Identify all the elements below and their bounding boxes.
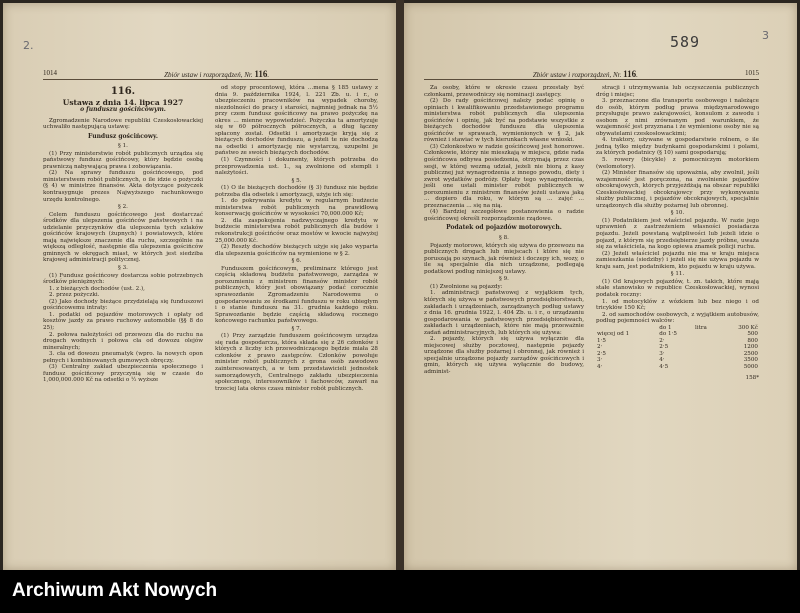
table-cell: 2·5 bbox=[659, 344, 669, 351]
section-mark: § 11. bbox=[670, 271, 685, 278]
left-column-2 bbox=[215, 85, 378, 392]
paragraph: (1) Zwolnione są pojazdy: bbox=[430, 283, 503, 290]
paragraph: Pojazdy motorowe, których się używa do przewozu na publicznych drogach lub miejscach i które się nie poruszają po szynach, jak również i doczepy ich, wozy, o ile są specjalnie dla nich urządzone, podlegają podatkowi podług niniejszej ustawy. bbox=[424, 242, 584, 275]
table-cell: 300 Kč bbox=[738, 324, 758, 331]
right-column-2 bbox=[596, 85, 759, 382]
paragraph: (2) Minister finansów się upoważnia, aby zwolnił, jeśli wzajemność jest poręczona, na zwolnienie pojazdów obcokrajowych, których przyjeżdżają na obszar republiki Czeskosłowackiej obcokrajowcy przy wykonywaniu służby publicznej, i pojazdów obcokrajowych, specjalnie urządzonych dla służby pożarnej lub obronnej. bbox=[596, 170, 759, 209]
paragraph: (1) Przy ministerstwie robót publicznych urządza się państwowy fundusz gościńcowy, który będzie osobą prawniczą nabywającą prawa i zobowiązania. bbox=[43, 150, 203, 170]
law-number: 116. bbox=[110, 86, 136, 97]
signature-mark: 158* bbox=[745, 375, 759, 382]
paragraph: Za osoby, które w okresie czasu przestały być członkami, przewodniczy się nominacji zastępcy. bbox=[424, 85, 584, 98]
paragraph: 1. podatki od pojazdów motorowych i opłaty od kosztów jazdy za prawo ruchowy automobile (§§ 8 do 25); bbox=[43, 311, 203, 331]
section-mark: § 8. bbox=[499, 235, 509, 242]
paragraph: 2. pojazdy, których się używa wyłącznie dla miejscowej służby pocztowej, następnie pojazdy urządzone dla służby pożarnej i obronnej, jak również i specjalnie urządzone pojazdy zarządów gościńcowych i gmin, których się używa wyłącznie do budowy, administ- bbox=[424, 336, 584, 375]
table-cell: 2· bbox=[597, 344, 603, 351]
section-heading: Fundusz gościńcowy. bbox=[88, 132, 158, 140]
table-cell: 3· bbox=[659, 350, 665, 357]
paragraph: (1) Podatnikiem jest właściciel pojazdu. W razie jego uprawnień z zastrzeżeniem własności posiadacza pojazdu. Jeżeli powstaną wątpliwości lub jeżeli idzie o pojazd, z którym się przedsiębierze jazdy próbne, uważa się za właściciela, na kogo opiewa znamek policji ruchu. bbox=[596, 217, 759, 251]
section-mark: § 3. bbox=[118, 265, 128, 272]
table-cell: litra bbox=[695, 324, 707, 331]
paragraph: (1) Czynności i dokumenty, których potrzeba do przeprowadzenia ust. 1., są zwolnione od stempli i należytości. bbox=[215, 157, 378, 177]
paragraph: 1. z bieżących dochodów (ust. 2.), bbox=[49, 285, 145, 292]
paragraph: (1) Fundusz gościńcowy dostarcza sobie potrzebnych środków pieniężnych: bbox=[43, 272, 203, 286]
paragraph: 2. dla zaspokojenia nadzwyczajnego kredytu w budżecie ministerstwa robót publicznych dla budów i rekonstrukcji gościńców oraz mostów w kwocie najwyżej 25,000.000 Kč. bbox=[215, 217, 378, 244]
paragraph: (2) Jako dochody bieżące przydzielają się funduszowi gościńcowemu intraty: bbox=[43, 298, 203, 312]
paragraph: Celem funduszu gościńcowego jest dostarczać środków dla ulepszenia gościńców państwowych i na udzielanie przyczynków dla ulepszenia tych szlaków gościńców krajowych (żupnych) i powiatowych, które mają największe znaczenie dla ruchu, szczególnie na większą odległość, następnie dla ulepszenia gościńców gminnych w okręgach miast, w których jest siedziba krajowej administracji politycznej. bbox=[43, 211, 203, 264]
paragraph: (1) Od krajowych pojazdów, t. zn. takich, które mają stałe stanowisko w republice Czeskosłowackiej, wynosi podatek roczny: bbox=[596, 278, 759, 298]
pencil-mark: 3 bbox=[762, 29, 769, 42]
header-rule bbox=[43, 79, 378, 80]
paragraph: (2) Do rady gościńcowej należy podać opinię o opiniach i kwalifikowaniu przedstawionego programu ministerstwa robót publicznych dla ulepszenia gościńców i opinię, jak być na podstawie wszystkie z bieżących dochodów funduszu dla ulepszenia gościńców w sprawach, wymienionych w § 2, jak również i stawiać w tych kierunkach własne wnioski. bbox=[424, 98, 584, 144]
running-header bbox=[43, 69, 378, 79]
table-cell: do 1 bbox=[659, 324, 672, 331]
law-title: Ustawa z dnia 14. lipca 1927 bbox=[62, 98, 184, 107]
paragraph: (2) Jeżeli właściciel pojazdu nie ma w kraju miejsca zamieszkania (siedziby) i jeżeli się nie używa pojazdu w kraju sam, jest podatnikiem, kto pojazdu w kraju używa. bbox=[596, 250, 759, 270]
paragraph: od stopy procentowej, która ...mena § 185 ustawy z dnia 9. października 1924, l. 221 Zb. u. i r., o ubezpieczeniu pracowników na wypadek choroby, niezdolności do pracy i starości, najmniej jednak na 5½ przy czem fundusz gościńcowy na prawo pożyczkę na okres ... mienne wypowiedzieć. Pożyczka ta amortyzuje się w 60 półrocznych półrocznych, a dług łączny spłacony został. Odsetki i amortyzacje kryją się z bieżących dochodów funduszu, a jeżeli te nie dochodzą na odsetki i amortyzację nie wystarczą, uzupełni je państwo ze swoich bieżących dochodów. bbox=[215, 85, 378, 157]
table-cell: 500 bbox=[747, 331, 758, 338]
paragraph: 1. administracji państwowej z wyjątkiem tych, których się używa w państwowych przedsiębiorstwach, zakładach i urządzeniach, zarządzanych podług ustawy z dnia 16. grudnia 1922, l. 404 Zb. u. i r., o urządzaniu gospodarowania w państwowych przedsiębiorstwach, zakładach i urządzeniach, które nie mają przeważnie zadań administracyjnych, lub których się używa: bbox=[424, 290, 584, 336]
book-gutter bbox=[396, 0, 404, 572]
paragraph: (2) Na sprawy funduszu gościńcowego, pod ministerstwem robót publicznych, o ile idzie o pożyczki (§ 4) w ministrze finansów. Akta dotyczące pożyczek kontrasygnuje prezes Najwyższego rachunkowego urzędu kontrolnego. bbox=[43, 170, 203, 203]
paragraph: (2) Reszty dochodów bieżących użyje się jako wyparta dla ulepszenia gościńców na wymienione w § 2. bbox=[215, 244, 378, 257]
section-mark: § 1. bbox=[118, 143, 128, 150]
table-row bbox=[596, 364, 759, 371]
table-cell: 800 bbox=[747, 337, 758, 344]
table-cell: 2500 bbox=[743, 350, 758, 357]
table-cell: 2· bbox=[659, 337, 665, 344]
table-cell: 4· bbox=[659, 357, 665, 364]
archive-stamp-number: 589 bbox=[670, 33, 701, 51]
section-mark: § 5. bbox=[291, 177, 302, 184]
paragraph: 1. do pokrywania kredytu w regularnym budżecie ministerstwa robót publicznych na prawidłową konserwację gościńców w wysokości 70,000.000 Kč; bbox=[215, 198, 378, 218]
journal-title: Zbiór ustaw i rozporządzeń, Nr. 116. bbox=[164, 69, 270, 79]
paragraph: Funduszem gościńcowym, preliminarz którego jest częścią składową budżetu państwowego, zarządza w porozumieniu z ministrem finansów minister robót publicznych, który jest obowiązany podać corocznie sprawozdanie Zgromadzeniu Narodowemu o gospodarowaniu ze środkami funduszu w roku ubiegłym i o stanie funduszu na 31. grudnia każdego roku. Sprawozdanie będzie częścią składową rocznego końcowego rachunku państwowego. bbox=[215, 265, 378, 325]
pencil-mark: 2. bbox=[23, 39, 34, 52]
paragraph: 5. rowery (bicykle) z pomocniczym motorkiem (welomotory). bbox=[596, 157, 759, 170]
paragraph: 3. cła od dowozu pneumatyk (wpro. ła nowych opon pełnych i kombinowanych gumowych obręczy. bbox=[43, 351, 203, 364]
tax-table bbox=[596, 325, 759, 371]
table-cell: więcej od 1 bbox=[597, 331, 630, 338]
paragraph: 3. przeznaczone dla transportu osobowego i należące do osób, którym podług prawa międzynarodowego przysługuje prawo zakrajowości, konsulom z zawodu i osobom z nimi zrównanym pod warunkiem, że wzajemność jest przyznana i że wymienione osoby nie są obywatelami czeskosłowackimi; bbox=[596, 98, 759, 137]
table-cell: 5000 bbox=[743, 363, 758, 370]
paragraph: (1) Przy zarządzie funduszem gościńcowym urządza się rada gospodarcza, która składa się z 26 członków i których z liczby ich przewodniczącego będzie miała 28 członków z prawo zastępców. Członków powołuje minister robót publicznych z grona osób zawodowo zainteresowanych, a w tem przedstawicieli jednostek samorządowych, Centralnego zakładu ubezpieczenia społecznego, interesowników i fachowców, zawarł na trzeciej lata okres czasu minister robót publicznych. bbox=[215, 333, 378, 392]
section-mark: § 6. bbox=[291, 258, 302, 265]
archive-footer bbox=[0, 570, 800, 613]
law-subtitle: o funduszu gościńcowym. bbox=[80, 106, 166, 113]
paragraph: (3) Centralny zakład ubezpieczenia społecznego i fundusz gościńcowy przyczynią się w czasie do 1,000,000.000 Kč na odsetki o ½ wyższe bbox=[43, 364, 203, 384]
running-header bbox=[424, 69, 759, 79]
page-number: 1014 bbox=[43, 69, 57, 77]
paragraph: Zgromadzenie Narodowe republiki Czeskosłowackiej uchwaliło następującą ustawę: bbox=[43, 117, 203, 131]
page-number: 1015 bbox=[744, 69, 759, 77]
journal-title: Zbiór ustaw i rozporządzeń, Nr. 116. bbox=[532, 69, 638, 79]
left-column-1 bbox=[43, 85, 203, 384]
paragraph: 2. od samochodów osobowych, z wyjątkiem autobusów, podług pojemności walców: bbox=[596, 311, 759, 325]
table-cell: 1200 bbox=[743, 344, 758, 351]
paragraph: stracji i utrzymywania lub oczyszczenia publicznych dróg i miejsc; bbox=[596, 85, 759, 98]
table-cell: 1·5 bbox=[597, 337, 606, 344]
table-cell: 2·5 bbox=[597, 350, 606, 357]
paragraph: (1) O ile bieżących dochodów (§ 3) fundusz nie będzie potrzeba dla odsetek i amortyzacji, użyje ich się: bbox=[215, 185, 378, 198]
table-cell: 4·5 bbox=[659, 363, 669, 370]
paragraph: 2. połowa należytości od przewozu dla do ruchu na drogach wodnych i połowa cła od dowozu olejów mineralnych; bbox=[43, 331, 203, 351]
left-page bbox=[3, 3, 396, 570]
section-mark: § 9. bbox=[499, 276, 509, 283]
table-cell: do 1·5 bbox=[659, 331, 677, 338]
paragraph: 4. traktory, używane w gospodarstwie rolnem, o ile jedną tylko między budynkami gospodarskimi i polami, za których podatnicy (§ 10) sami gospodarują; bbox=[596, 137, 759, 157]
paragraph: 1. od motocyklów z wózkiem lub bez niego i od tricyklów 150 Kč; bbox=[596, 298, 759, 312]
right-column-1 bbox=[424, 85, 584, 376]
paragraph: (3) Członkostwo w radzie gościńcowej jest honorowe. Członkowie, którzy nie mieszkają w miejscu, gdzie rada gościńcowa odbywa posiedzenia, otrzymają przez czas sesji, w której wezmą udział, jeżeli nie biorą z kasy publicznej już wynagrodzenia z innego powodu, diety i zwrot wydatków podróży. Opłaty tego wynagrodzenia, jeśli one ustali minister robót publicznych w porozumieniu z ministrem finansów jeżeli ustawa jaką ... dopiero dla roku, w którym są ... zajęć ... przeznaczenia ... się na nią. bbox=[424, 143, 584, 209]
section-mark: § 7. bbox=[291, 325, 302, 332]
archive-name: Archiwum Akt Nowych bbox=[12, 580, 218, 601]
paragraph: (4) Bardziej szczegółowe postanowienia o radzie gościńcowej określi rozporządzenie rządowe. bbox=[424, 209, 584, 222]
section-mark: § 10. bbox=[670, 210, 685, 217]
header-rule bbox=[424, 79, 759, 80]
section-heading: Podatek od pojazdów motorowych. bbox=[446, 224, 562, 232]
table-cell: 4· bbox=[597, 363, 603, 370]
paragraph: 2. przez pożyczki. bbox=[49, 292, 100, 299]
section-mark: § 2. bbox=[118, 204, 128, 211]
table-cell: 3· bbox=[597, 357, 603, 364]
right-page bbox=[404, 3, 797, 570]
table-cell: 3500 bbox=[743, 357, 758, 364]
